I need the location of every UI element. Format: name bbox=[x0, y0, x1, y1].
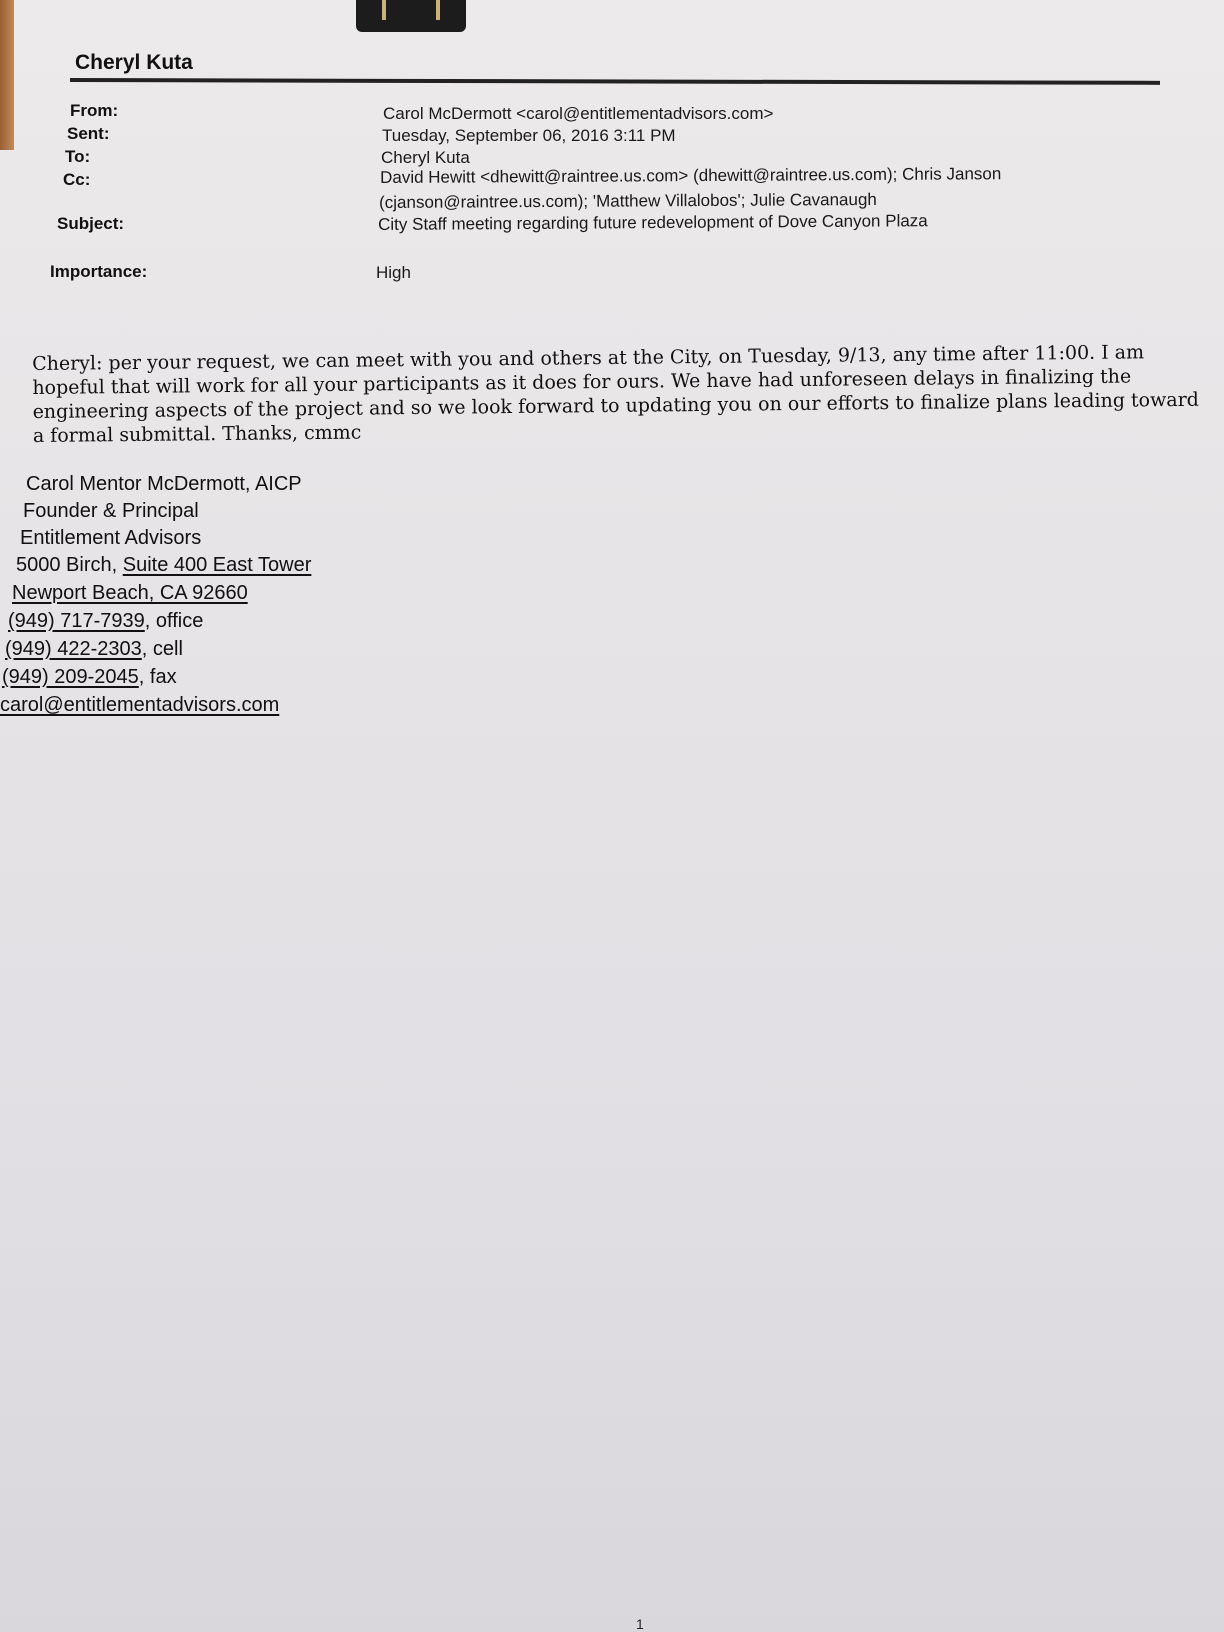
sent-value: Tuesday, September 06, 2016 3:11 PM bbox=[382, 126, 676, 145]
signature-email bbox=[0, 694, 279, 717]
signature-address-line2 bbox=[12, 582, 248, 605]
office-phone-suffix: , office bbox=[144, 610, 204, 632]
cc-value-continued: (cjanson@raintree.us.com); 'Matthew Villalobos'; Julie Cavanaugh bbox=[379, 189, 877, 212]
from-value: Carol McDermott <carol@entitlementadvisors.com> bbox=[383, 104, 774, 123]
header-divider bbox=[70, 78, 1160, 85]
fax-suffix: , fax bbox=[138, 666, 177, 688]
email-body: Cheryl: per your request, we can meet with you and others at the City, on Tuesday, 9/13, any time after 11:00. I am hopeful that will work for all your participants as it does for ours. We have had unforeseen delays in finalizing the engineering aspects of the project and so we look forward to updating you on our efforts to finalize plans leading toward a formal submittal. Thanks, cmmc bbox=[32, 341, 1199, 447]
cc-label: Cc: bbox=[63, 170, 91, 189]
signature-fax bbox=[2, 666, 177, 689]
signature-name: Carol Mentor McDermott, AICP bbox=[26, 473, 302, 495]
subject-label: Subject: bbox=[57, 214, 125, 233]
binder-clip bbox=[356, 0, 466, 32]
signature-office-phone bbox=[8, 610, 203, 633]
office-phone-link[interactable]: (949) 717-7939 bbox=[8, 610, 145, 632]
from-label: From: bbox=[70, 101, 119, 120]
importance-label: Importance: bbox=[50, 262, 148, 281]
subject-value: City Staff meeting regarding future redevelopment of Dove Canyon Plaza bbox=[378, 211, 928, 234]
signature-street: 5000 Birch, bbox=[16, 554, 118, 576]
signature-suite-link[interactable]: Suite 400 East Tower bbox=[122, 554, 312, 576]
to-label: To: bbox=[65, 147, 91, 166]
cell-phone-link[interactable]: (949) 422-2303 bbox=[5, 638, 142, 660]
to-value: Cheryl Kuta bbox=[381, 148, 470, 167]
fax-phone-link[interactable]: (949) 209-2045 bbox=[2, 666, 139, 688]
cell-phone-suffix: , cell bbox=[141, 638, 183, 660]
binder-clip-wire bbox=[436, 0, 440, 20]
signature-city-link[interactable]: Newport Beach, CA 92660 bbox=[12, 582, 248, 604]
signature-title: Founder & Principal bbox=[23, 500, 199, 522]
signature-company: Entitlement Advisors bbox=[20, 527, 202, 549]
mailbox-owner-name: Cheryl Kuta bbox=[75, 51, 193, 74]
signature-address-line1 bbox=[16, 554, 311, 577]
page-number: 1 bbox=[636, 1616, 644, 1632]
email-link[interactable]: carol@entitlementadvisors.com bbox=[0, 694, 280, 716]
signature-cell-phone bbox=[5, 638, 183, 661]
cc-value: David Hewitt <dhewitt@raintree.us.com> (dhewitt@raintree.us.com); Chris Janson bbox=[380, 164, 1002, 187]
importance-value: High bbox=[376, 263, 411, 282]
desk-background bbox=[0, 0, 14, 150]
sent-label: Sent: bbox=[67, 124, 110, 143]
binder-clip-wire bbox=[382, 0, 386, 20]
